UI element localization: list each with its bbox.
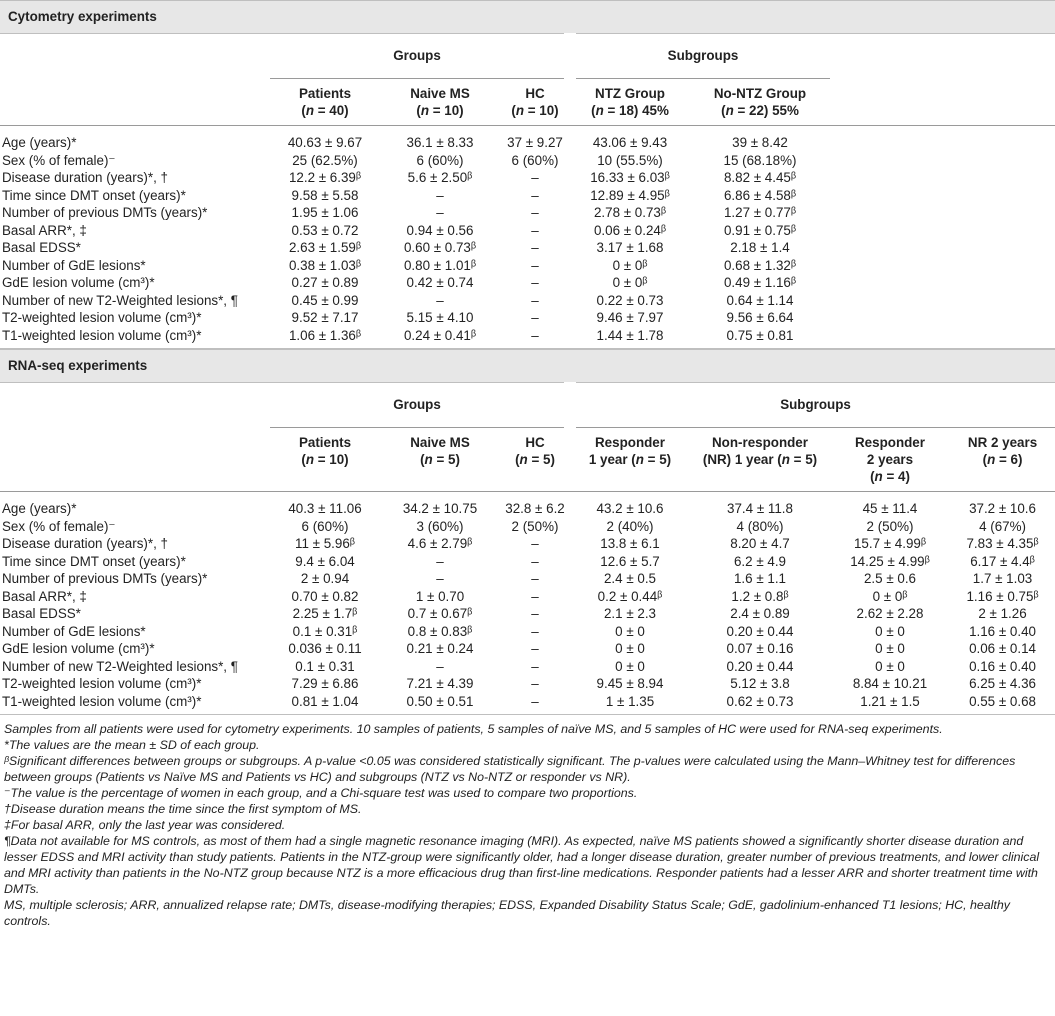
table-cell: 2 (50%) (866, 518, 914, 534)
table-cell: – (531, 641, 539, 656)
table-cell: 36.1 ± 8.33 (406, 135, 474, 150)
table-cell: – (436, 571, 444, 586)
table-cell: – (531, 588, 539, 604)
table-cell: 3.17 ± 1.68 (596, 240, 664, 255)
table-cell: 0.1 ± 0.31 (295, 658, 355, 674)
table-cell: 0.94 ± 0.56 (406, 222, 474, 238)
table-cell: 0.55 ± 0.68 (950, 693, 1055, 715)
table-cell: – (531, 536, 539, 551)
table-cell: 2.63 ± 1.59ᵝ (288, 240, 362, 255)
table-cell: 1.2 ± 0.8ᵝ (731, 588, 789, 604)
cyto-col-2-n: (n = 10) (511, 103, 559, 118)
table-cell: – (500, 327, 570, 349)
table-cell: 9.58 ± 5.58 (291, 187, 359, 203)
table-cell: 0.91 ± 0.75ᵝ (723, 222, 797, 238)
table-cell: 9.46 ± 7.97 (596, 310, 664, 325)
cyto-col-0-n: (n = 40) (301, 103, 349, 118)
table-row (0, 274, 1055, 292)
table-cell: 4 (80%) (736, 518, 784, 534)
table-cell: 1.06 ± 1.36ᵝ (270, 327, 380, 349)
table-row (0, 169, 1055, 187)
table-cell: 0.06 ± 0.24ᵝ (593, 222, 667, 238)
row-label: Time since DMT onset (years)* (2, 553, 186, 569)
table-cell: 6.25 ± 4.36 (969, 676, 1036, 691)
table-cell: 8.82 ± 4.45ᵝ (723, 170, 797, 185)
cyto-col-0: Patients (n = 40) (270, 79, 380, 126)
table-cell: 37 ± 9.27 (507, 135, 563, 150)
rnaseq-group-headers (0, 383, 1055, 428)
rna-col-1-n: (n = 5) (420, 452, 460, 467)
table-cell: – (531, 170, 539, 185)
row-label: Disease duration (years)*, † (2, 536, 168, 551)
rna-col-4-n: (NR) 1 year (n = 5) (702, 452, 818, 467)
row-label: Sex (% of female)⁻ (2, 152, 116, 168)
table-row (0, 570, 1055, 588)
rna-col-5-n2: (n = 4) (870, 469, 910, 484)
rnaseq-groups-header: Groups (270, 383, 570, 428)
table-cell: 2 ± 0.94 (300, 571, 350, 586)
cyto-col-2: HC (n = 10) (500, 79, 570, 126)
row-label: Basal EDSS* (2, 240, 81, 255)
table-cell: 2 ± 1.26 (978, 606, 1027, 621)
table-cell: 15.7 ± 4.99ᵝ (853, 536, 927, 551)
table-cell: 7.21 ± 4.39 (406, 676, 474, 691)
table-cell: 0.20 ± 0.44 (726, 623, 794, 639)
table-cell: 13.8 ± 6.1 (600, 536, 660, 551)
table-cell: 37.4 ± 11.8 (727, 501, 793, 516)
table-cell: 16.33 ± 6.03ᵝ (590, 170, 670, 185)
table-cell: – (436, 187, 444, 203)
table-cell: – (436, 205, 444, 220)
table-cell: – (531, 553, 539, 569)
table-cell: 0.27 ± 0.89 (291, 275, 359, 290)
table-row (0, 500, 1055, 518)
row-label: Sex (% of female)⁻ (2, 518, 116, 534)
table-row (0, 588, 1055, 606)
table-cell: 6.2 ± 4.9 (733, 553, 787, 569)
table-cell: – (531, 606, 539, 621)
table-cell: 0.60 ± 0.73ᵝ (403, 240, 477, 255)
table-cell: 7.29 ± 6.86 (291, 676, 359, 691)
footnote: *The values are the mean ± SD of each group. (4, 738, 260, 752)
table-row (0, 239, 1055, 257)
table-row (0, 675, 1055, 693)
table-cell: 0 ± 0 (615, 658, 645, 674)
table-cell: 25 (62.5%) (292, 152, 358, 168)
row-label: Number of previous DMTs (years)* (2, 571, 208, 586)
table-cell: 2.62 ± 2.28 (856, 606, 924, 621)
row-label: Number of previous DMTs (years)* (2, 205, 208, 220)
table-row (0, 535, 1055, 553)
table-cell: 0.7 ± 0.67ᵝ (407, 606, 473, 621)
table-cell: 2.25 ± 1.7ᵝ (292, 606, 358, 621)
table-cell: 0.06 ± 0.14 (969, 641, 1036, 656)
table-cell: 9.52 ± 7.17 (291, 310, 359, 325)
table-cell: 1 ± 1.35 (570, 693, 690, 715)
table-cell: – (500, 693, 570, 715)
table-cell: 6 (60%) (416, 152, 464, 168)
table-row (0, 292, 1055, 310)
rnaseq-rows (0, 492, 1055, 715)
row-label: GdE lesion volume (cm³)* (2, 275, 155, 290)
row-label: Basal EDSS* (2, 606, 81, 621)
row-label: Disease duration (years)*, † (2, 170, 168, 185)
table-cell: 0.53 ± 0.72 (291, 222, 359, 238)
table-cell: 2.18 ± 1.4 (730, 240, 790, 255)
table-row (0, 640, 1055, 658)
table-cell: 0.21 ± 0.24 (406, 641, 474, 656)
table-row (0, 152, 1055, 170)
table-cell: 0.2 ± 0.44ᵝ (597, 588, 663, 604)
table-cell: – (531, 240, 539, 255)
table-cell: 0.45 ± 0.99 (291, 292, 359, 308)
table-cell: 43.2 ± 10.6 (596, 501, 664, 516)
cytometry-group-headers (0, 34, 1055, 79)
table-cell: – (531, 676, 539, 691)
table-cell: 1.44 ± 1.78 (570, 327, 690, 349)
table-cell: 1.16 ± 0.40 (969, 623, 1036, 639)
table-cell: 0.07 ± 0.16 (726, 641, 794, 656)
table-cell: 0.1 ± 0.31ᵝ (292, 623, 358, 639)
table-row (0, 309, 1055, 327)
table-cell: 2.1 ± 2.3 (603, 606, 657, 621)
table-row (0, 693, 1055, 715)
table-cell: 0 ± 0 (615, 623, 645, 639)
rna-col-2-n: (n = 5) (515, 452, 555, 467)
table-cell: 0.20 ± 0.44 (726, 658, 794, 674)
table-cell: 2 (40%) (606, 518, 654, 534)
footnote: ¶Data not available for MS controls, as most of them had a single magnetic resonance imaging (MRI). As expected, naïve MS patients showed a significantly shorter disease duration and lesser EDSS and MRI activity than study patients. Patients in the NTZ-group were significantly older, had a longer disease duration, greater number of previous treatments, and lower clinical and MRI activity than patients in the No-NTZ group because NTZ is a more efficacious drug than first-line medications. Responder patients had a lesser ARR and shorter treatment time with DMTs. (4, 834, 1040, 896)
table-cell: 1 ± 0.70 (415, 588, 465, 604)
table-cell: 0 ± 0ᵝ (872, 588, 908, 604)
table-cell: 12.89 ± 4.95ᵝ (590, 187, 670, 203)
cytometry-title: Cytometry experiments (0, 1, 1055, 34)
cytometry-groups-header: Groups (270, 34, 570, 79)
table-cell: 9.4 ± 6.04 (295, 553, 355, 569)
table-cell: 0.49 ± 1.16ᵝ (723, 275, 797, 290)
rna-col-6-n: (n = 6) (982, 452, 1023, 467)
table-cell: 6.86 ± 4.58ᵝ (723, 187, 797, 203)
rna-col-2: HC (n = 5) (500, 428, 570, 492)
table-cell: – (436, 658, 444, 674)
rnaseq-title: RNA-seq experiments (0, 350, 1055, 383)
table-cell: 40.3 ± 11.06 (288, 501, 362, 516)
table-row (0, 187, 1055, 205)
row-label: Number of new T2-Weighted lesions*, ¶ (2, 292, 238, 308)
table-cell: 5.12 ± 3.8 (730, 676, 790, 691)
table-cell: 0.70 ± 0.82 (291, 588, 359, 604)
rna-col-5: Responder 2 years (n = 4) (830, 428, 950, 492)
table-cell: 11 ± 5.96ᵝ (295, 536, 355, 551)
table-cell: – (531, 623, 539, 639)
footnote: Samples from all patients were used for cytometry experiments. 10 samples of patients, 5 samples of naïve MS, and 5 samples of HC were used for RNA-seq experiments. (4, 722, 943, 736)
table-cell: – (531, 222, 539, 238)
table-cell: 40.63 ± 9.67 (287, 135, 363, 150)
table-cell: 0.50 ± 0.51 (380, 693, 500, 715)
rna-col-6: NR 2 years (n = 6) (950, 428, 1055, 492)
rna-col-0-n: (n = 10) (301, 452, 349, 467)
table-cell: 0.64 ± 1.14 (726, 292, 794, 308)
table-cell: 0 ± 0 (875, 623, 905, 639)
rna-col-3: Responder 1 year (n = 5) (570, 428, 690, 492)
table-cell: 10 (55.5%) (597, 152, 663, 168)
table-row (0, 257, 1055, 275)
table-cell: 39 ± 8.42 (732, 135, 788, 150)
rna-col-1: Naive MS (n = 5) (380, 428, 500, 492)
row-label: GdE lesion volume (cm³)* (2, 641, 155, 656)
table-row (0, 553, 1055, 571)
table-cell: 4 (67%) (979, 518, 1026, 534)
table-cell: – (531, 275, 539, 290)
table-cell: 7.83 ± 4.35ᵝ (966, 536, 1039, 551)
table-cell: 37.2 ± 10.6 (969, 501, 1036, 516)
cyto-col-1-n: (n = 10) (416, 103, 464, 118)
rna-col-3-n: 1 year (n = 5) (588, 452, 672, 467)
table-cell: 45 ± 11.4 (862, 501, 918, 516)
rnaseq-column-headers (0, 428, 1055, 492)
table-cell: 9.56 ± 6.64 (726, 310, 794, 325)
table-cell: 1.21 ± 1.5 (830, 693, 950, 715)
table-cell: 2.78 ± 0.73ᵝ (593, 205, 667, 220)
table-cell: 6 (60%) (511, 152, 559, 168)
row-label: T2-weighted lesion volume (cm³)* (2, 310, 202, 325)
table-row (0, 605, 1055, 623)
table-cell: 12.2 ± 6.39ᵝ (288, 170, 362, 185)
table-cell: 0 ± 0 (875, 658, 905, 674)
table-row (0, 204, 1055, 222)
table-cell: 0.68 ± 1.32ᵝ (723, 257, 797, 273)
table-cell: – (531, 187, 539, 203)
table-cell: 0.38 ± 1.03ᵝ (288, 257, 362, 273)
row-label: Age (years)* (2, 135, 77, 150)
row-label: T1-weighted lesion volume (cm³)* (0, 327, 270, 349)
footnote: †Disease duration means the time since the first symptom of MS. (4, 802, 362, 816)
table-cell: 43.06 ± 9.43 (592, 135, 668, 150)
table-cell: 0.8 ± 0.83ᵝ (407, 623, 473, 639)
cytometry-section-header (0, 1, 1055, 34)
table-cell: – (531, 257, 539, 273)
table-cell: 5.15 ± 4.10 (406, 310, 474, 325)
table-cell: – (531, 292, 539, 308)
table-cell: 0.80 ± 1.01ᵝ (403, 257, 477, 273)
table-row (0, 222, 1055, 240)
rnaseq-section-header (0, 350, 1055, 383)
cyto-col-4: No-NTZ Group (n = 22) 55% (690, 79, 830, 126)
table-cell: 12.6 ± 5.7 (600, 553, 660, 569)
table-cell: – (436, 292, 444, 308)
table-cell: 1.95 ± 1.06 (291, 205, 359, 220)
footnote: ⁻The value is the percentage of women in each group, and a Chi-square test was used to compare two proportions. (4, 786, 638, 800)
table-cell: 14.25 ± 4.99ᵝ (850, 553, 930, 569)
row-label: T1-weighted lesion volume (cm³)* (0, 693, 270, 715)
table-cell: – (531, 571, 539, 586)
table-row (0, 518, 1055, 536)
table-cell: 2.5 ± 0.6 (863, 571, 917, 586)
table-cell: 0.42 ± 0.74 (406, 275, 474, 290)
table-cell: 0 ± 0 (875, 641, 905, 656)
row-label: Basal ARR*, ‡ (2, 222, 87, 238)
table-cell: 2.4 ± 0.89 (730, 606, 790, 621)
cytometry-subgroups-header: Subgroups (570, 34, 830, 79)
table-row (0, 623, 1055, 641)
footnote: MS, multiple sclerosis; ARR, annualized relapse rate; DMTs, disease-modifying therapies; EDSS, Expanded Disability Status Scale; GdE, gadolinium-enhanced T1 lesions; HC, healthy controls. (4, 898, 1010, 928)
table-cell: 0.81 ± 1.04 (270, 693, 380, 715)
rnaseq-subgroups-header: Subgroups (570, 383, 1055, 428)
table-row (0, 658, 1055, 676)
row-label: T2-weighted lesion volume (cm³)* (2, 676, 202, 691)
table-cell: 9.45 ± 8.94 (596, 676, 664, 691)
row-label: Number of new T2-Weighted lesions*, ¶ (2, 658, 238, 674)
table-row (0, 327, 1055, 349)
table-cell: 34.2 ± 10.75 (402, 501, 478, 516)
rna-col-5-n: 2 years (866, 452, 914, 467)
table-cell: 0.16 ± 0.40 (969, 658, 1036, 674)
table-cell: – (531, 205, 539, 220)
cytometry-rows (0, 126, 1055, 349)
row-label: Basal ARR*, ‡ (2, 588, 87, 604)
table-footnotes (0, 715, 1055, 929)
footnote: ᵝSignificant differences between groups or subgroups. A p-value <0.05 was considered statistically significant. The p-values were calculated using the Mann–Whitney test for differences between groups (Patients vs Naïve MS and Patients vs HC) and subgroups (NTZ vs No-NTZ or responder vs NR). (4, 754, 1016, 784)
table-cell: – (531, 310, 539, 325)
table-cell: 32.8 ± 6.2 (505, 501, 565, 516)
table-cell: – (436, 553, 444, 569)
table-row (0, 134, 1055, 152)
row-label: Age (years)* (2, 501, 77, 516)
rna-col-4: Non-responder (NR) 1 year (n = 5) (690, 428, 830, 492)
table-cell: 0.036 ± 0.11 (288, 641, 362, 656)
table-cell: 15 (68.18%) (723, 152, 797, 168)
table-cell: – (531, 658, 539, 674)
cytometry-table (0, 0, 1055, 349)
table-cell: 0 ± 0ᵝ (612, 275, 648, 290)
table-cell: 5.6 ± 2.50ᵝ (407, 170, 473, 185)
cytometry-column-headers (0, 79, 1055, 126)
table-cell: 4.6 ± 2.79ᵝ (407, 536, 473, 551)
table-cell: 2 (50%) (511, 518, 559, 534)
table-cell: 0 ± 0ᵝ (612, 257, 648, 273)
table-cell: 1.27 ± 0.77ᵝ (723, 205, 797, 220)
row-label: Time since DMT onset (years)* (2, 187, 186, 203)
table-cell: 1.6 ± 1.1 (733, 571, 787, 586)
cyto-col-3-n: (n = 18) 45% (591, 103, 669, 118)
cyto-col-3: NTZ Group (n = 18) 45% (570, 79, 690, 126)
table-cell: 1.7 ± 1.03 (972, 571, 1033, 586)
footnote: ‡For basal ARR, only the last year was considered. (4, 818, 286, 832)
cyto-col-4-n: (n = 22) 55% (721, 103, 799, 118)
table-cell: 1.16 ± 0.75ᵝ (966, 588, 1039, 604)
table-cell: 0 ± 0 (615, 641, 645, 656)
table-cell: 8.84 ± 10.21 (852, 676, 928, 691)
table-cell: 0.62 ± 0.73 (690, 693, 830, 715)
table-cell: 0.24 ± 0.41ᵝ (380, 327, 500, 349)
rna-col-0: Patients (n = 10) (270, 428, 380, 492)
table-cell: 6.17 ± 4.4ᵝ (970, 553, 1035, 569)
table-cell: 0.75 ± 0.81 (690, 327, 830, 349)
cyto-col-1: Naive MS (n = 10) (380, 79, 500, 126)
row-label: Number of GdE lesions* (2, 257, 146, 273)
table-cell: 0.22 ± 0.73 (596, 292, 664, 308)
table-cell: 2.4 ± 0.5 (603, 571, 657, 586)
row-label: Number of GdE lesions* (2, 623, 146, 639)
table-cell: 3 (60%) (416, 518, 464, 534)
rnaseq-table (0, 349, 1055, 715)
table-cell: 6 (60%) (301, 518, 349, 534)
table-cell: 8.20 ± 4.7 (730, 536, 790, 551)
